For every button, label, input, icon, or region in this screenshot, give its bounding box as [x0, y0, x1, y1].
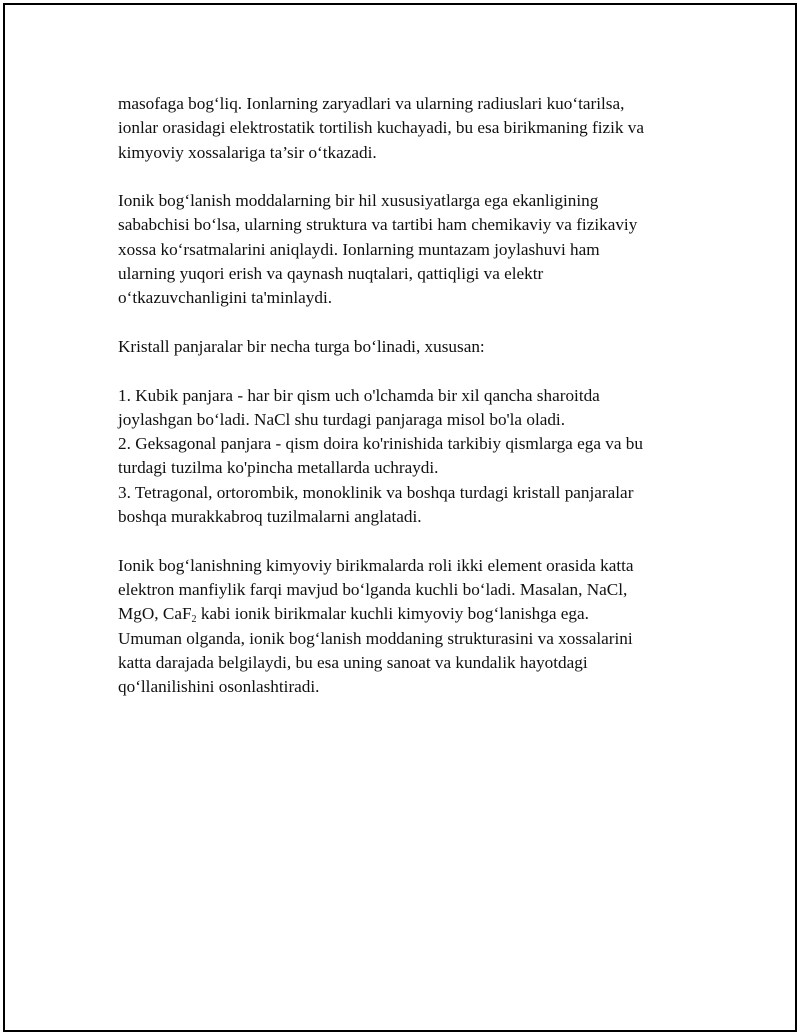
document-body [118, 92, 718, 724]
list-item-line: 3. Tetragonal, ortorombik, monoklinik va boshqa turdagi kristall panjaralar [118, 482, 634, 502]
text-line: Kristall panjaralar bir necha turga bo‘linadi, xususan: [118, 336, 485, 356]
paragraph-2 [118, 189, 718, 310]
paragraph-1 [118, 92, 718, 165]
text-line: Umuman olganda, ionik bog‘lanish moddaning strukturasini va xossalarini [118, 628, 633, 648]
formula-subscript: 2 [191, 614, 197, 626]
text-line: masofaga bog‘liq. Ionlarning zaryadlari va ularning radiuslari kuo‘tarilsa, [118, 94, 625, 113]
list-item-line: 2. Geksagonal panjara - qism doira ko'rinishida tarkibiy qismlarga ega va bu [118, 434, 643, 454]
list-item-line: boshqa murakkabroq tuzilmalarni anglatadi. [118, 507, 422, 527]
text-line: sababchisi bo‘lsa, ularning struktura va tartibi ham chemikaviy va fizikaviy [118, 215, 638, 235]
paragraph-3 [118, 335, 718, 359]
text-line: xossa ko‘rsatmalarini aniqlaydi. Ionlarning muntazam joylashuvi ham [118, 239, 600, 259]
text-line: ularning yuqori erish va qaynash nuqtalari, qattiqligi va elektr [118, 264, 544, 284]
paragraph-5 [118, 554, 718, 700]
list-item-line: joylashgan bo‘ladi. NaCl shu turdagi panjaraga misol bo'la oladi. [118, 409, 566, 429]
text-line: qo‘llanilishini osonlashtiradi. [118, 677, 320, 697]
text-line-with-formula [118, 602, 718, 626]
text-line: kimyoviy xossalariga ta’sir o‘tkazadi. [118, 142, 377, 162]
text-line: o‘tkazuvchanligini ta'minlaydi. [118, 288, 333, 308]
text-line: Ionik bog‘lanish moddalarning bir hil xususiyatlarga ega ekanligining [118, 191, 599, 211]
text-line: elektron manfiylik farqi mavjud bo‘lganda kuchli bo‘ladi. Masalan, NaCl, [118, 579, 628, 599]
list-item-line: turdagi tuzilma ko'pincha metallarda uchraydi. [118, 458, 439, 478]
formula-text: MgO, CaF [118, 604, 192, 624]
paragraph-4-list [118, 384, 718, 530]
text-line: ionlar orasidagi elektrostatik tortilish kuchayadi, bu esa birikmaning fizik va [118, 118, 644, 138]
text-line: Ionik bog‘lanishning kimyoviy birikmalarda roli ikki element orasida katta [118, 555, 634, 575]
text-line: katta darajada belgilaydi, bu esa uning sanoat va kundalik hayotdagi [118, 652, 588, 672]
list-item-line: 1. Kubik panjara - har bir qism uch o'lchamda bir xil qancha sharoitda [118, 385, 600, 405]
text-after-formula: kabi ionik birikmalar kuchli kimyoviy bog‘lanishga ega. [196, 604, 589, 624]
